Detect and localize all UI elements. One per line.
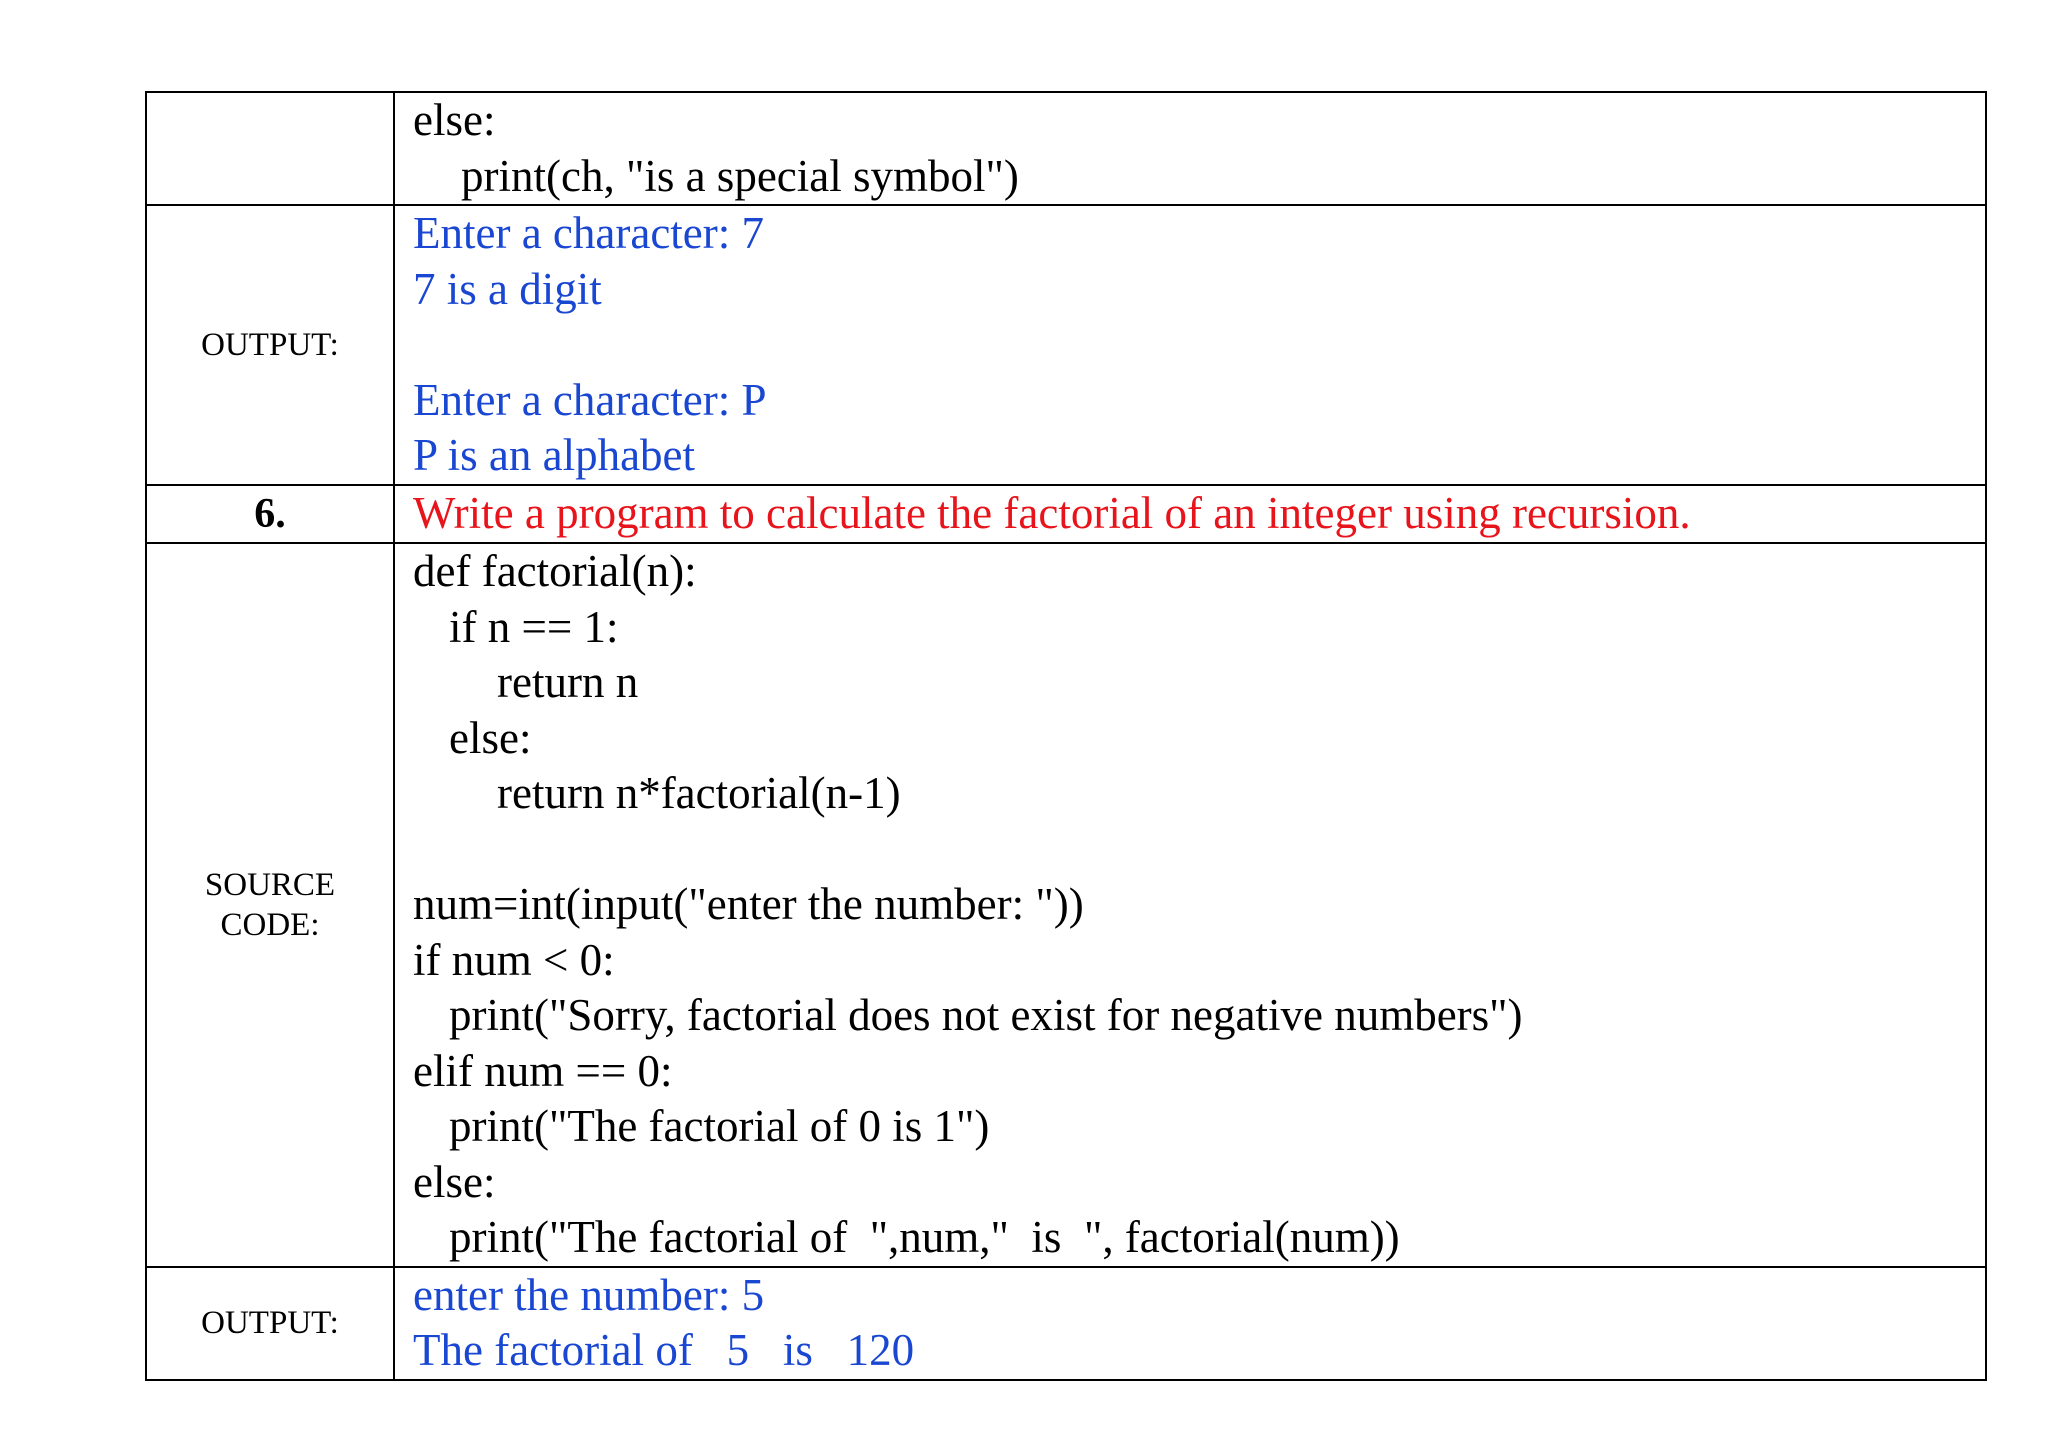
code-line: print(ch, "is a special symbol") <box>461 150 1019 201</box>
code-line: print("The factorial of 0 is 1") <box>449 1101 990 1151</box>
output-line: The factorial of 5 is 120 <box>413 1325 915 1375</box>
source-label-line: CODE: <box>220 906 320 943</box>
code-line: elif num == 0: <box>413 1045 673 1096</box>
output-line: Enter a character: 7 <box>413 208 765 258</box>
source-label-line: SOURCE <box>204 866 336 903</box>
code-cell <box>394 92 1986 205</box>
code-line: return n*factorial(n-1) <box>497 768 901 818</box>
task-text: Write a program to calculate the factorial of an integer using recursion. <box>413 488 1691 538</box>
table-row <box>146 205 1986 485</box>
row-label-empty <box>146 92 394 205</box>
code-line: return n <box>497 657 639 707</box>
code-line: def factorial(n): <box>413 546 697 596</box>
output-cell <box>394 1267 1986 1380</box>
output-cell <box>394 205 1986 485</box>
task-cell <box>394 485 1986 543</box>
source-code-cell <box>394 543 1986 1267</box>
table-row <box>146 485 1986 543</box>
code-line: if n == 1: <box>449 601 619 652</box>
program-table <box>145 91 1987 1381</box>
code-line: print("The factorial of ",num," is ", factorial(num)) <box>449 1212 1400 1262</box>
row-label-output: OUTPUT: <box>146 1267 394 1380</box>
output-line: P is an alphabet <box>413 430 696 480</box>
code-line: else: <box>413 95 496 145</box>
row-label-source-code <box>146 543 394 1267</box>
code-line: num=int(input("enter the number: ")) <box>413 879 1084 929</box>
code-line: if num < 0: <box>413 934 615 985</box>
output-line <box>413 317 1985 373</box>
task-number: 6. <box>146 485 394 543</box>
code-line: else: <box>413 1156 496 1207</box>
output-line: 7 is a digit <box>413 263 602 314</box>
code-line <box>413 822 1985 878</box>
table-row <box>146 92 1986 205</box>
output-line: Enter a character: P <box>413 374 767 425</box>
row-label-output: OUTPUT: <box>146 205 394 485</box>
output-line: enter the number: 5 <box>413 1269 765 1320</box>
code-line: print("Sorry, factorial does not exist for negative numbers") <box>449 990 1523 1040</box>
code-line: else: <box>449 712 532 763</box>
table-row <box>146 543 1986 1267</box>
table-row <box>146 1267 1986 1380</box>
